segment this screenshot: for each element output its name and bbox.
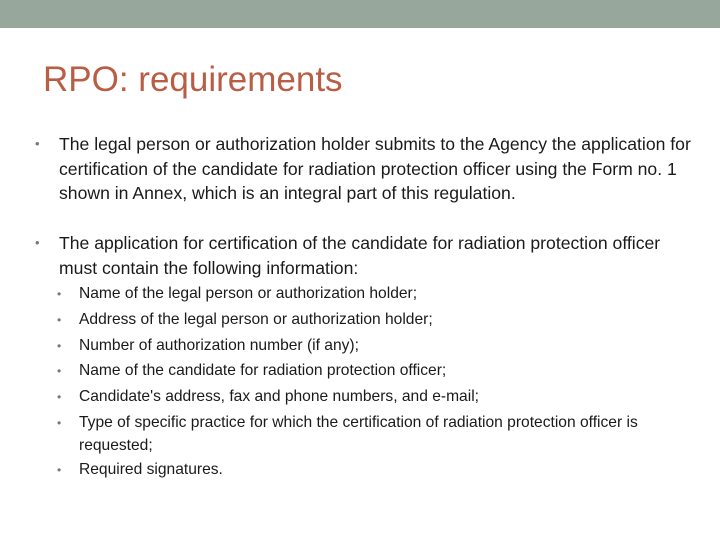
sub-bullet-item: [57, 309, 699, 332]
bullet-item: [35, 132, 699, 206]
sub-bullet-text: Required signatures.: [79, 461, 223, 478]
bullet-dot-icon: •: [57, 364, 62, 378]
sub-bullet-text: Address of the legal person or authorization holder;: [79, 311, 433, 328]
sub-bullet-item: [57, 283, 699, 306]
bullet-dot-icon: •: [57, 390, 62, 404]
bullet-dot-icon: •: [57, 313, 62, 327]
sub-bullet-text: Name of the legal person or authorization holder;: [79, 285, 418, 302]
bullet-dot-icon: •: [57, 339, 62, 353]
bullet-dot-icon: •: [35, 136, 40, 151]
sub-bullet-text: Type of specific practice for which the certification of radiation protection officer is requested;: [79, 414, 638, 454]
slide-title: RPO: requirements: [43, 60, 343, 99]
sub-bullet-item: [57, 412, 699, 457]
bullet-dot-icon: •: [57, 463, 62, 477]
bullet-text: The application for certification of the candidate for radiation protection officer must contain the following information:: [59, 233, 661, 278]
sub-bullet-item: [57, 360, 699, 383]
bullet-dot-icon: •: [57, 416, 62, 430]
bullet-item: [35, 231, 699, 280]
sub-bullet-text: Number of authorization number (if any);: [79, 337, 359, 354]
bullet-text: The legal person or authorization holder submits to the Agency the application for certification of the candidate for radiation protection officer using the Form no. 1 shown in Annex, which is an integral part of this regulation.: [59, 134, 691, 204]
sub-bullet-text: Candidate's address, fax and phone numbers, and e-mail;: [79, 388, 479, 405]
bullet-dot-icon: •: [35, 235, 40, 250]
sub-bullet-item: [57, 386, 699, 409]
sub-bullet-text: Name of the candidate for radiation protection officer;: [79, 362, 447, 379]
sub-bullet-item: [57, 459, 699, 482]
bullet-dot-icon: •: [57, 287, 62, 301]
sub-bullet-item: [57, 335, 699, 358]
